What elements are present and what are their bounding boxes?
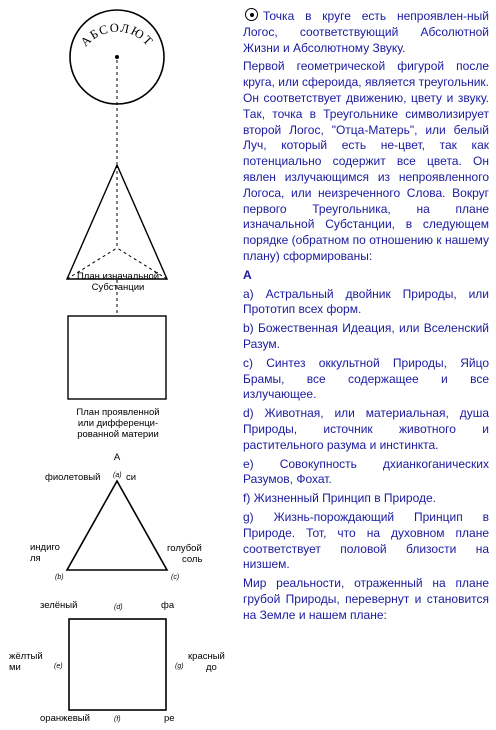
matter-square	[68, 316, 166, 399]
list-item-d: d) Животная, или материальная, душа Природы, источник животного и растительного разума и инстинкта.	[243, 406, 489, 452]
list-item-b: b) Божественная Идеация, или Вселенский Разум.	[243, 321, 489, 351]
mark-a: (a)	[113, 472, 122, 479]
label-blue: голубой	[167, 543, 202, 554]
square-caption	[48, 407, 188, 440]
mark-c: (c)	[171, 574, 180, 581]
note-si: си	[126, 472, 137, 483]
mark-d: (d)	[114, 604, 123, 611]
text-column	[243, 8, 489, 626]
circle-center-dot	[115, 55, 119, 59]
paragraph-triangle: Первой геометрической фигурой после круга, или сфероида, является треугольник. Он соответствует движению, цвету и звуку. Так, точка в Треугольнике символизирует второй Логос, "Отца-Матерь", или белый Луч, который есть не-цвет, так как потенциально содержит все цвета. Он явлен излучающимся из непроявленного Логоса, или неизреченного Слова. Вокруг первого Треугольника, на плане изначальной Субстанции, в следующем порядке (обратном по отношению к нашему плану) сформированы:	[243, 59, 489, 263]
paragraph-logos	[243, 8, 489, 56]
square-caption-line2: или дифференци-	[77, 418, 159, 429]
triangle-caption-line2: Субстанции	[91, 282, 145, 293]
list-item-f: f) Жизненный Принцип в Природе.	[243, 491, 437, 506]
square-caption-line3: рованной материи	[77, 429, 159, 440]
label-green: зелёный	[40, 600, 78, 611]
section-heading: А	[243, 267, 252, 282]
diagram	[0, 0, 240, 730]
note-sol: соль	[182, 554, 203, 565]
closing-paragraph: Мир реальности, отраженный на плане грубой Природы, перевернут и становится на Земле и нашем плане:	[243, 576, 489, 622]
circle-label: АБСОЛЮТ	[77, 20, 157, 50]
list-item-a: a) Астральный двойник Природы, или Прототип всех форм.	[243, 286, 489, 317]
label-red: красный	[188, 651, 225, 662]
square-caption-line1: План проявленной	[76, 407, 160, 418]
note-mi: ми	[9, 662, 21, 673]
label-yellow: жёлтый	[9, 651, 43, 662]
triangle-caption-line1: План изначальной	[76, 271, 160, 282]
note-la: ля	[30, 553, 41, 564]
note-re: ре	[164, 713, 175, 724]
list-item-e: e) Совокупность дхианкоганических Разумов, Фохат.	[243, 456, 489, 487]
mark-e: (e)	[54, 663, 63, 670]
label-indigo: индиго	[30, 542, 60, 553]
triangle-caption	[48, 271, 188, 293]
list-item-g: g) Жизнь-порождающий Принцип в Природе. Тот, что на духовном плане соответствует половой близости на низшем.	[243, 509, 489, 572]
diagram-section-letter: А	[113, 452, 121, 463]
point-in-circle-icon	[245, 8, 258, 21]
color-square	[69, 619, 166, 710]
diagram-svg	[0, 0, 240, 730]
note-do: до	[206, 662, 217, 673]
paragraph-logos-text: Точка в круге есть непроявлен-ный Логос, соответствующий Абсолютной Жизни и Абсолютному Звуку.	[243, 9, 489, 55]
mark-b: (b)	[55, 574, 64, 581]
mark-g: (g)	[175, 663, 184, 670]
mark-f: (f)	[114, 716, 121, 723]
label-orange: оранжевый	[40, 713, 90, 724]
note-fa: фа	[161, 600, 175, 611]
label-violet: фиолетовый	[45, 472, 101, 483]
list-item-c: c) Синтез оккультной Природы, Яйцо Брамы, все содержащее и все излучающее.	[243, 355, 489, 402]
color-triangle	[67, 481, 167, 570]
